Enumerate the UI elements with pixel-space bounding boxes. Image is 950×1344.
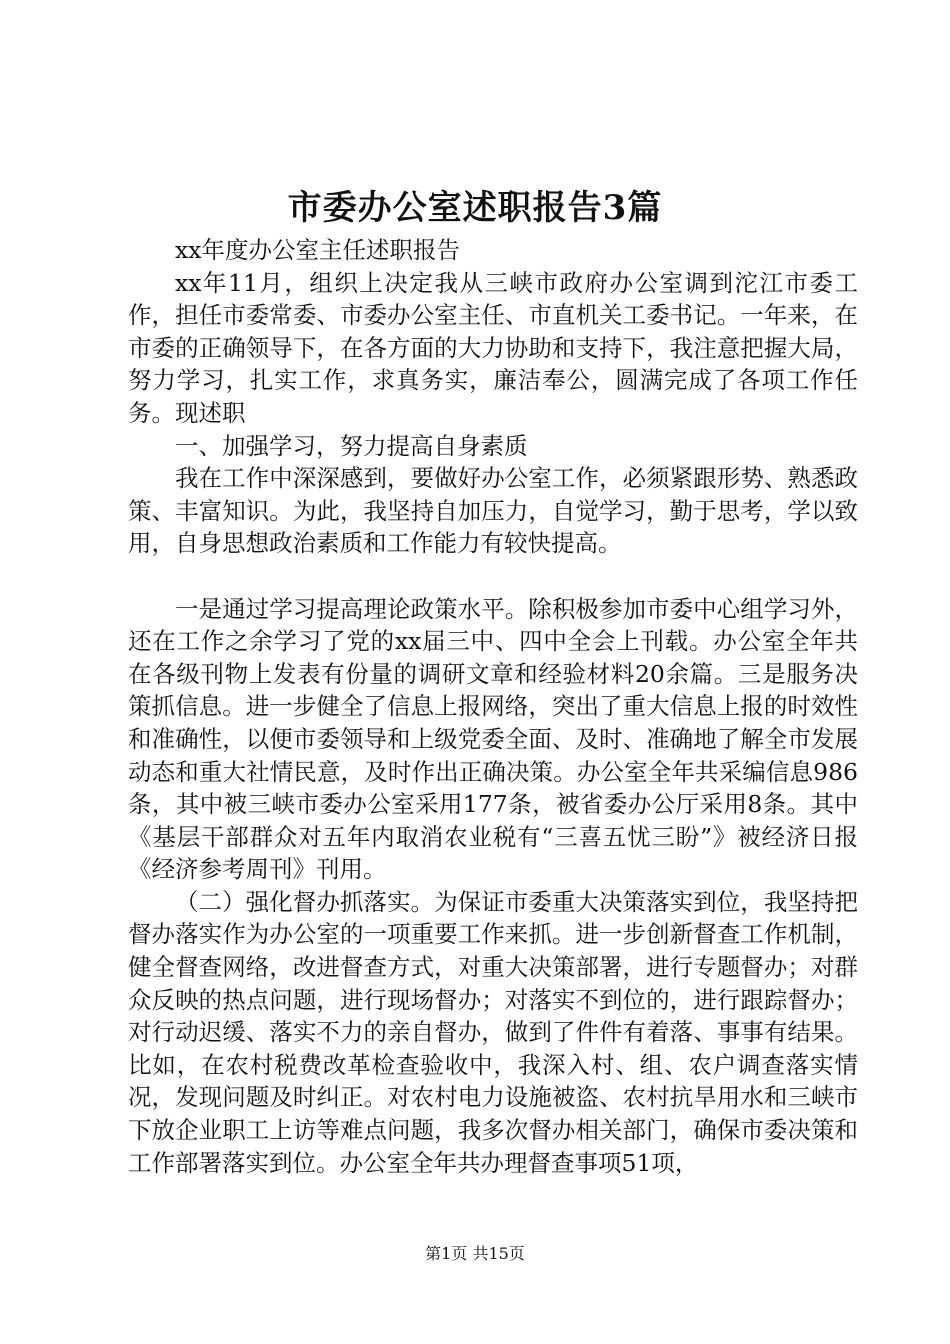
- document-title: 市委办公室述职报告3篇: [287, 188, 663, 228]
- report-subtitle: xx年度办公室主任述职报告: [175, 236, 461, 264]
- document-body: [128, 234, 858, 1179]
- body-paragraph: 一是通过学习提高理论政策水平。除积极参加市委中心组学习外，还在工作之余学习了党的xx届三中、四中全会上刊载。办公室全年共在各级刊物上发表有份量的调研文章和经验材料20余篇。三是服务决策抓信息。进一步健全了信息上报网络，突出了重大信息上报的时效性和准确性，以便市委领导和上级党委全面、及时、准确地了解全市发展动态和重大社情民意，及时作出正确决策。办公室全年共采编信息986条，其中被三峡市委办公室采用177条，被省委办公厅采用8条。其中《基层干部群众对五年内取消农业税有“三喜五忧三盼”》被经济日报《经济参考周刊》刊用。: [128, 594, 858, 884]
- body-paragraph: （二）强化督办抓落实。为保证市委重大决策落实到位，我坚持把督办落实作为办公室的一项重要工作来抓。进一步创新督查工作机制，健全督查网络，改进督查方式，对重大决策部署，进行专题督办；对群众反映的热点问题，进行现场督办；对落实不到位的，进行跟踪督办；对行动迟缓、落实不力的亲自督办，做到了件件有着落、事事有结果。比如，在农村税费改革检查验收中，我深入村、组、农户调查落实情况，发现问题及时纠正。对农村电力设施被盗、农村抗旱用水和三峡市下放企业职工上访等难点问题，我多次督办相关部门，确保市委决策和工作部署落实到位。办公室全年共办理督查事项51项，: [128, 887, 858, 1177]
- section-heading: 一、加强学习，努力提高自身素质: [175, 431, 528, 460]
- body-paragraph: xx年11月，组织上决定我从三峡市政府办公室调到沱江市委工作，担任市委常委、市委办公室主任、市直机关工委书记。一年来，在市委的正确领导下，在各方面的大力协助和支持下，我注意把握大局，努力学习，扎实工作，求真务实，廉洁奉公，圆满完成了各项工作任务。现述职: [128, 268, 858, 427]
- body-paragraph: 我在工作中深深感到，要做好办公室工作，必须紧跟形势、熟悉政策、丰富知识。为此，我坚持自加压力，自觉学习，勤于思考，学以致用，自身思想政治素质和工作能力有较快提高。: [128, 464, 858, 558]
- page-number-footer: 第1页 共15页: [425, 1244, 525, 1263]
